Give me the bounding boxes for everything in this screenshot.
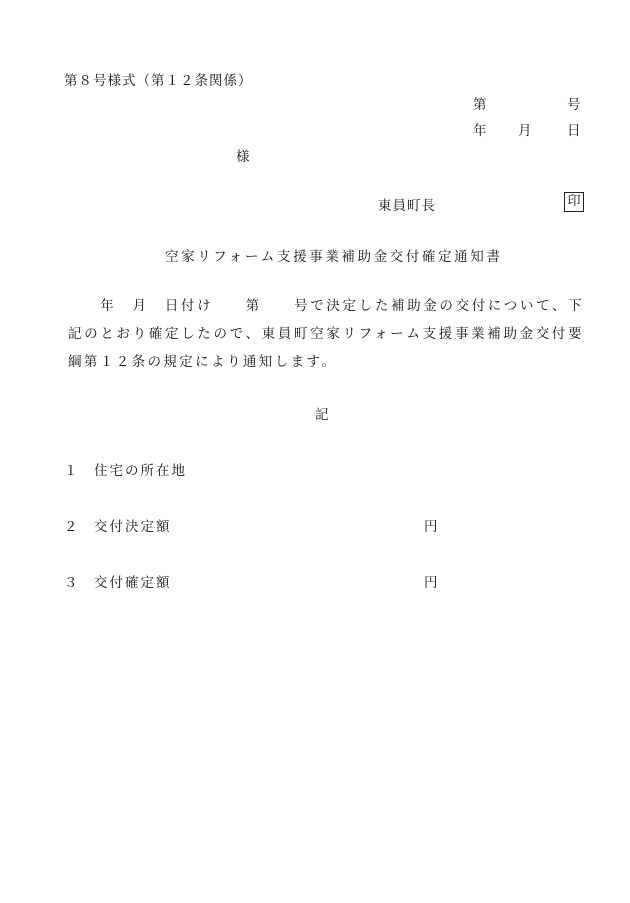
issuer-name: 東員町長 (378, 198, 436, 214)
date-month: 月 (518, 123, 533, 139)
seal-mark: 印 (564, 192, 584, 212)
item-unit: 円 (424, 519, 439, 535)
item-number: １ (64, 463, 80, 479)
document-number-prefix: 第 (473, 97, 488, 113)
item-label: 住宅の所在地 (94, 463, 187, 479)
document-number-suffix: 号 (567, 97, 582, 113)
item-label: 交付決定額 (94, 519, 172, 535)
item-number: ２ (64, 519, 80, 535)
item-row-2 (64, 515, 172, 535)
document-title: 空家リフォーム支援事業補助金交付確定通知書 (165, 249, 503, 265)
date-year: 年 (473, 123, 488, 139)
addressee-suffix: 様 (236, 149, 251, 165)
form-number: 第８号様式（第１２条関係） (64, 73, 253, 89)
item-label: 交付確定額 (94, 575, 172, 591)
item-row-1 (64, 459, 187, 479)
item-row-3 (64, 571, 172, 591)
ki-heading: 記 (315, 407, 330, 423)
item-unit: 円 (424, 575, 439, 591)
notice-body: 年 月 日付け 第 号で決定した補助金の交付について、下記のとおり確定したので、東員町空家リフォーム支援事業補助金交付要綱第１２条の規定により通知します。 (68, 298, 584, 370)
item-number: ３ (64, 575, 80, 591)
date-day: 日 (567, 123, 582, 139)
